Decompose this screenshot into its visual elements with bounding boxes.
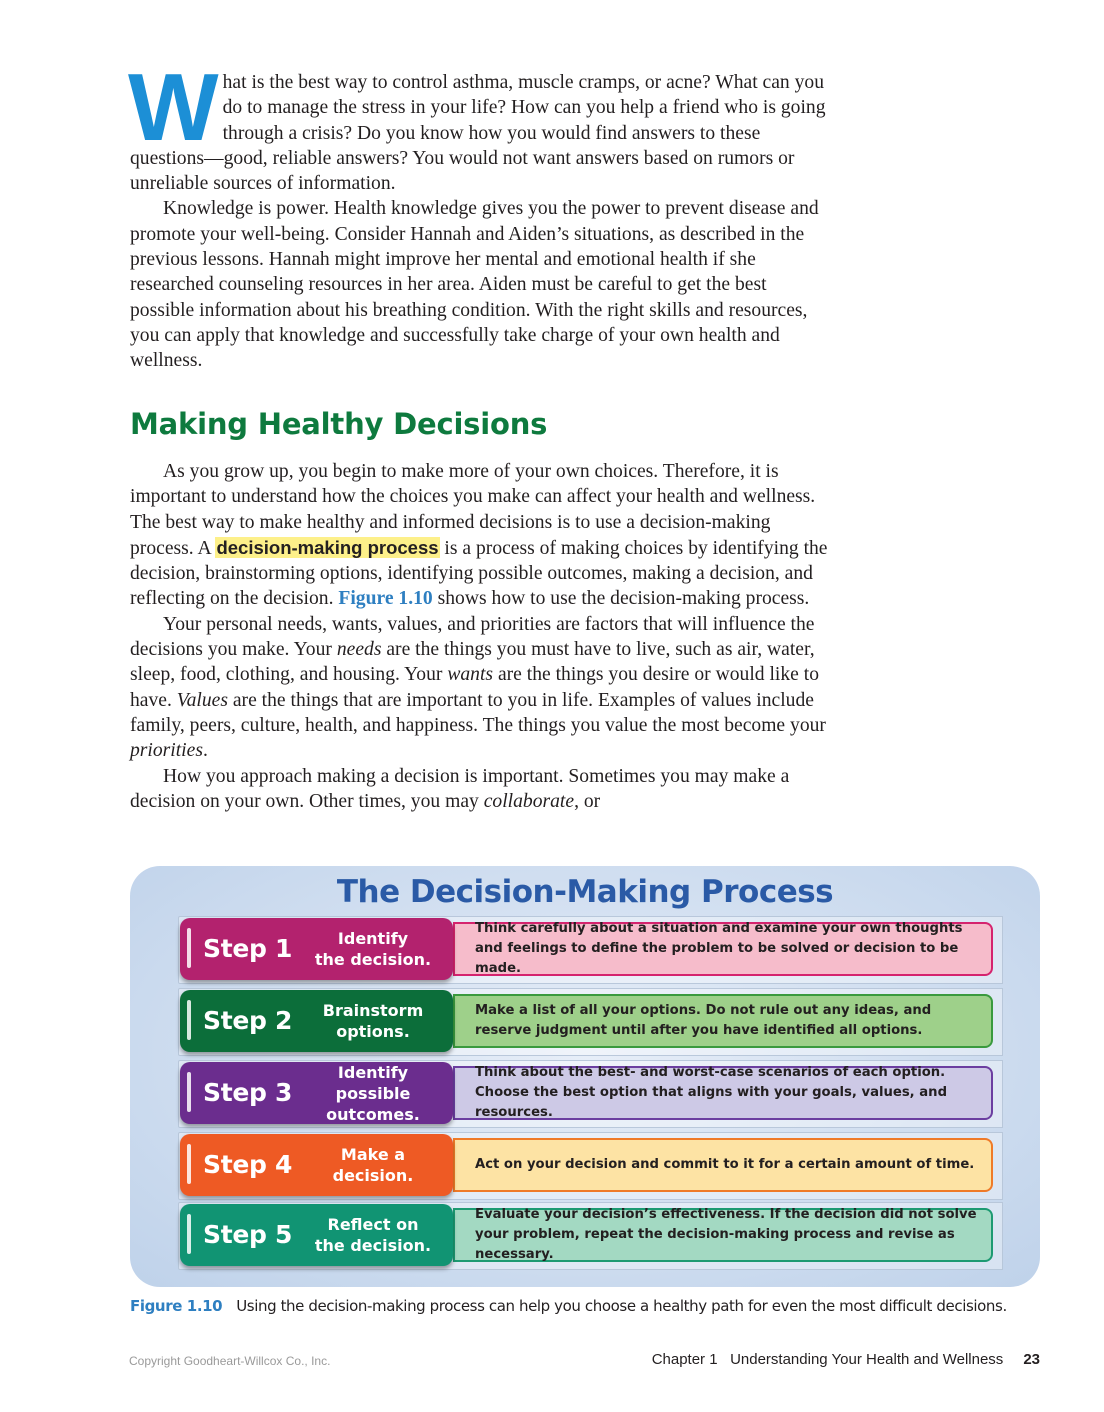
step-number: Step 1 <box>203 934 293 963</box>
step-number: Step 2 <box>203 1006 293 1035</box>
figure-title: The Decision-Making Process <box>336 874 834 910</box>
step-description: Act on your decision and commit to it for a certain amount of time. <box>453 1138 993 1192</box>
p1-text-c: shows how to use the decision-making process. <box>432 588 810 610</box>
page-number: 23 <box>1023 1351 1040 1368</box>
figure-caption-text: Using the decision-making process can help you choose a healthy path for even the most difficult decisions. <box>236 1297 1007 1315</box>
step-action: Brainstorm options. <box>322 1001 424 1041</box>
chapter-title: Chapter 1 Understanding Your Health and Wellness <box>651 1351 1004 1368</box>
step-accent-bar <box>187 1000 191 1040</box>
step-label <box>180 918 453 980</box>
step-row <box>178 918 1003 982</box>
p3-text-b: , or <box>574 790 601 812</box>
copyright-notice: Copyright Goodheart-Willcox Co., Inc. <box>129 1354 331 1368</box>
section-body <box>130 459 830 814</box>
step-row <box>178 990 1003 1054</box>
figure-caption-label: Figure 1.10 <box>130 1297 223 1315</box>
step-number: Step 5 <box>203 1220 293 1249</box>
term-priorities: priorities <box>130 740 203 762</box>
section-paragraph-1 <box>130 459 830 612</box>
section-paragraph-2 <box>130 612 830 764</box>
term-values: Values <box>176 689 228 711</box>
intro-paragraph-1-text: hat is the best way to control asthma, muscle cramps, or acne? What can you do to manage the stress in your life? How can you help a friend who is going through a crisis? Do you know how you would find answers to these questions—good, reliable answers? You would not want answers based on rumors or unreliable sources of information. <box>130 72 826 195</box>
step-accent-bar <box>187 1072 191 1112</box>
step-number: Step 3 <box>203 1078 293 1107</box>
decision-making-figure <box>130 866 1040 1287</box>
section-paragraph-3 <box>130 764 830 815</box>
p2-text-c: are the things you desire or would like to have. <box>130 664 819 711</box>
step-accent-bar <box>187 928 191 968</box>
intro-paragraph-2: Knowledge is power. Health knowledge gives you the power to prevent disease and promote your well-being. Consider Hannah and Aiden’s situations, as described in the previous lessons. Hannah might improve her mental and emotional health if she researched counseling resources in her area. Aiden must be careful to get the best possible information about his breathing condition. With the right skills and resources, you can apply that knowledge and successfully take charge of your own health and wellness. <box>130 198 819 372</box>
step-accent-bar <box>187 1144 191 1184</box>
intro-paragraph-1 <box>128 54 830 196</box>
drop-cap: W <box>128 54 215 161</box>
step-label <box>180 990 453 1052</box>
step-accent-bar <box>187 1214 191 1254</box>
p1-text-a: As you grow up, you begin to make more of your own choices. Therefore, it is important to understand how the choices you make can affect your health and wellness. The best way to make healthy and informed decisions is to use a decision-making process. A <box>130 461 816 559</box>
step-description: Evaluate your decision’s effectiveness. If the decision did not solve your problem, repeat the decision-making process and revise as necessary. <box>453 1208 993 1262</box>
intro-text <box>128 54 830 374</box>
figure-caption <box>130 1297 1030 1315</box>
step-action: Identify possible outcomes. <box>326 1062 420 1124</box>
figure-reference-link[interactable]: Figure 1.10 <box>338 588 433 610</box>
key-term-highlight: decision-making process <box>216 536 439 558</box>
step-row <box>178 1134 1003 1198</box>
step-row <box>178 1062 1003 1126</box>
step-action: Make a decision. <box>332 1145 414 1185</box>
p3-text-a: How you approach making a decision is important. Sometimes you may make a decision on your own. Other times, you may <box>130 765 790 812</box>
term-wants: wants <box>447 664 494 686</box>
p1-text-b: is a process of making choices by identifying the decision, brainstorming options, identifying possible outcomes, making a decision, and reflecting on the decision. <box>130 537 828 610</box>
step-action: Identify the decision. <box>314 929 432 969</box>
step-action: Reflect on the decision. <box>314 1215 432 1255</box>
p2-text-d: are the things that are important to you in life. Examples of values include family, peers, culture, health, and happiness. The things you value the most become your <box>130 689 826 736</box>
running-footer <box>652 1351 1040 1368</box>
step-description: Make a list of all your options. Do not rule out any ideas, and reserve judgment until after you have identified all options. <box>453 994 993 1048</box>
step-description: Think carefully about a situation and examine your own thoughts and feelings to define the problem to be solved or decision to be made. <box>453 922 993 976</box>
step-description: Think about the best- and worst-case scenarios of each option. Choose the best option that aligns with your goals, values, and resources. <box>453 1066 993 1120</box>
p2-text-a: Your personal needs, wants, values, and priorities are factors that will influence the decisions you make. Your <box>130 613 815 661</box>
p2-text-b: are the things you must have to live, such as air, water, sleep, food, clothing, and housing. Your <box>130 639 815 686</box>
term-collaborate: collaborate <box>483 790 575 812</box>
p2-text-e: . <box>202 740 208 762</box>
step-label <box>180 1204 453 1266</box>
step-row <box>178 1204 1003 1268</box>
section-heading: Making Healthy Decisions <box>130 407 548 441</box>
step-label <box>180 1062 453 1124</box>
step-label <box>180 1134 453 1196</box>
step-number: Step 4 <box>203 1150 293 1179</box>
term-needs: needs <box>336 639 382 661</box>
